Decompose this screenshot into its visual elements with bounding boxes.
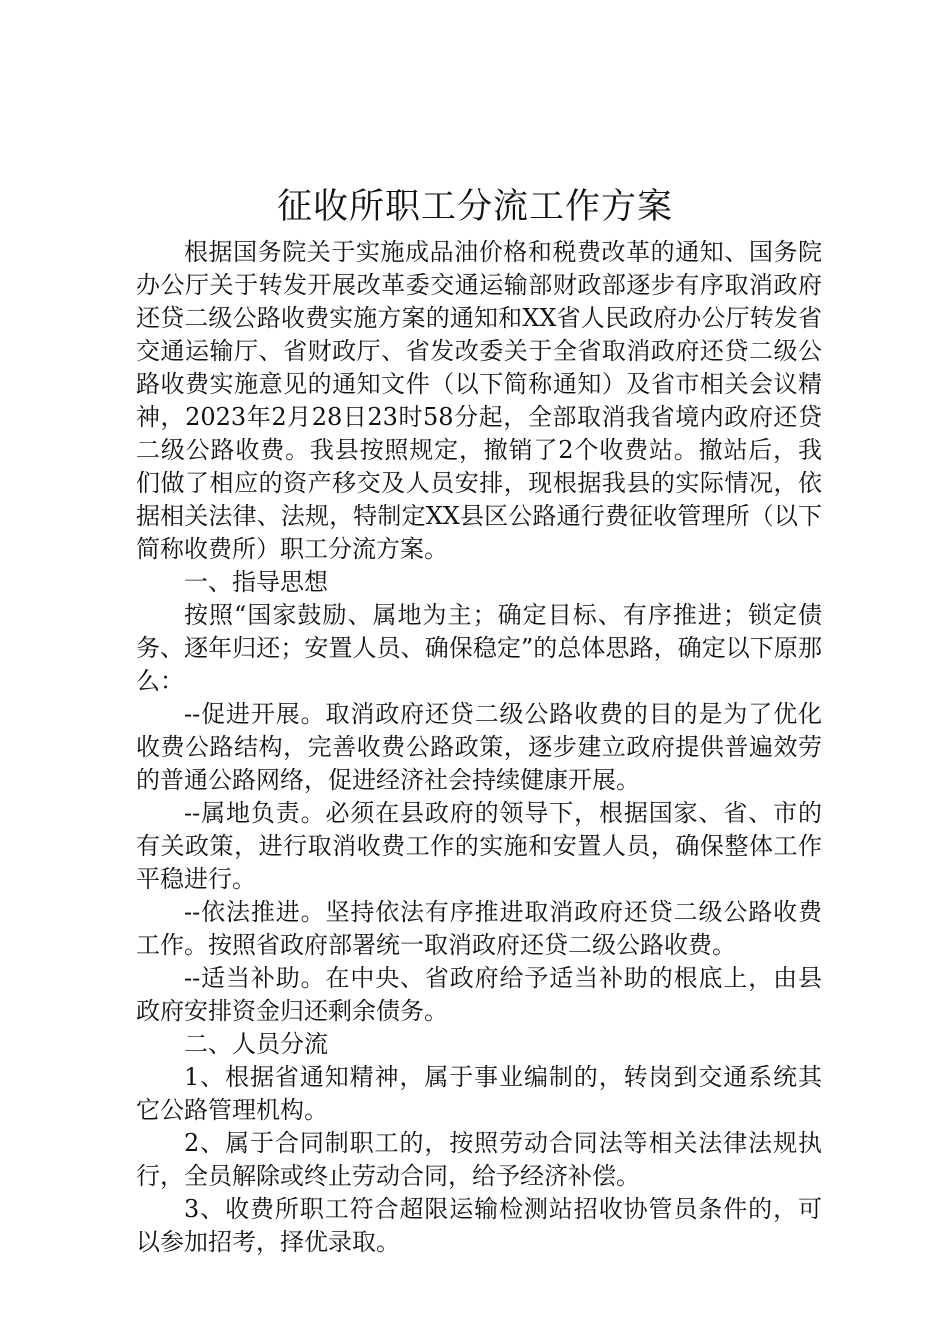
principle-item: --属地负责。必须在县政府的领导下，根据国家、省、市的有关政策，进行取消收费工作的实施和安置人员，确保整体工作平稳进行。	[136, 799, 822, 893]
diversion-item: 2、属于合同制职工的，按照劳动合同法等相关法律法规执行，全员解除或终止劳动合同，给予经济补偿。	[136, 1129, 822, 1190]
section-heading-guiding-ideology: 一、指导思想	[184, 568, 328, 596]
diversion-item: 3、收费所职工符合超限运输检测站招收协管员条件的，可以参加招考，择优录取。	[136, 1195, 822, 1256]
document-body	[136, 236, 822, 1259]
document-title: 征收所职工分流工作方案	[276, 187, 673, 227]
intro-paragraph: 根据国务院关于实施成品油价格和税费改革的通知、国务院办公厅关于转发开展改革委交通运输部财政部逐步有序取消政府还贷二级公路收费实施方案的通知和XX省人民政府办公厅转发省交通运输厅、省财政厅、省发改委关于全省取消政府还贷二级公路收费实施意见的通知文件（以下简称通知）及省市相关会议精神，2023年2月28日23时58分起，全部取消我省境内政府还贷二级公路收费。我县按照规定，撤销了2个收费站。撤站后，我们做了相应的资产移交及人员安排，现根据我县的实际情况，依据相关法律、法规，特制定XX县区公路通行费征收管理所（以下简称收费所）职工分流方案。	[136, 238, 822, 563]
principles-lead-paragraph: 按照“国家鼓励、属地为主；确定目标、有序推进；锁定债务、逐年归还；安置人员、确保稳定”的总体思路，确定以下原那么：	[136, 601, 822, 695]
principle-item: --适当补助。在中央、省政府给予适当补助的根底上，由县政府安排资金归还剩余债务。	[136, 964, 822, 1025]
principle-item: --依法推进。坚持依法有序推进取消政府还贷二级公路收费工作。按照省政府部署统一取消政府还贷二级公路收费。	[136, 898, 822, 959]
principle-item: --促进开展。取消政府还贷二级公路收费的目的是为了优化收费公路结构，完善收费公路政策，逐步建立政府提供普遍效劳的普通公路网络，促进经济社会持续健康开展。	[136, 700, 822, 794]
section-heading-staff-diversion: 二、人员分流	[184, 1030, 328, 1058]
diversion-item: 1、根据省通知精神，属于事业编制的，转岗到交通系统其它公路管理机构。	[136, 1063, 822, 1124]
